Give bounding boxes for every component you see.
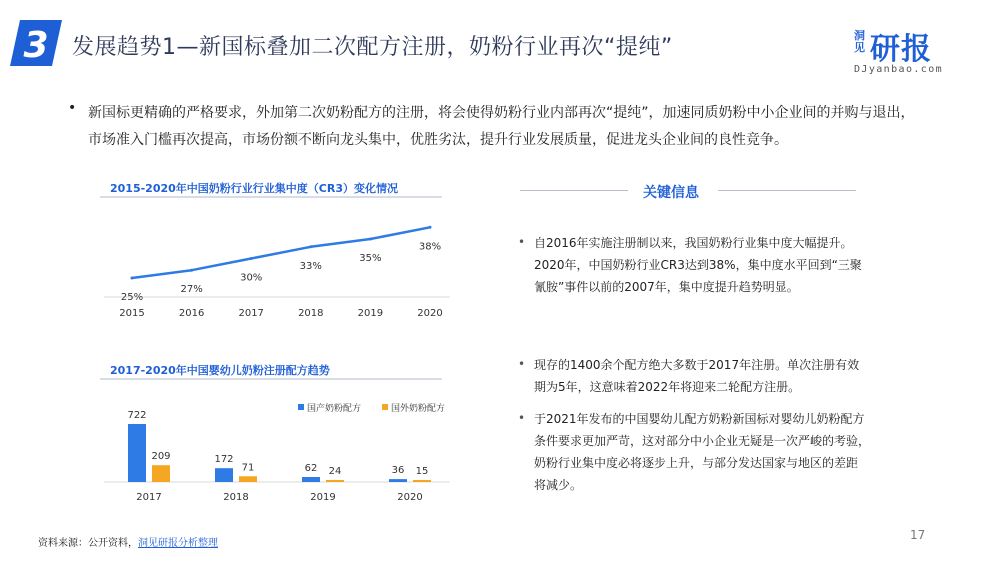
bar [215,468,233,482]
key-info-rule-left [520,190,628,191]
bar-value-label: 36 [391,465,405,477]
bar [239,476,257,482]
bar [326,480,344,482]
data-point [369,238,372,241]
data-label: 27% [180,284,203,296]
legend-swatch [382,404,388,410]
key-point-bullet: • [518,411,526,425]
x-tick-label: 2020 [397,492,423,503]
bar [128,424,146,482]
bar-chart [100,382,460,510]
section-number: 3 [23,25,49,66]
data-point [309,245,312,248]
key-point-1 [534,232,874,298]
key-point-3 [534,408,874,496]
data-label: 25% [120,292,144,303]
cr3-line [132,227,430,278]
data-point [190,269,193,272]
key-point-line: 条件要求更加严苛，这对部分中小企业无疑是一次严峻的考验， [534,434,871,448]
bar-chart-title: 2017-2020年中国婴幼儿奶粉注册配方趋势 [110,364,330,377]
bar [389,479,407,482]
bar-value-label: 15 [415,466,429,477]
x-tick-label: 2018 [298,308,324,319]
key-point-line: 奶粉行业集中度必将逐步上升，与部分发达国家与地区的差距 [534,456,859,470]
intro-paragraph: 新国标更精确的严格要求，外加第二次奶粉配方的注册，将会使得奶粉行业内部再次“提纯”，加速同质奶粉中小企业间的并购与退出，市场准入门槛再次提高，市场份额不断向龙头集中，优胜劣汰，提升行业发展质量，促进龙头企业间的良性竞争。 [88,105,915,148]
key-point-line: 现存的1400余个配方绝大多数于2017年注册。单次注册有效 [534,358,860,372]
key-point-line: 于2021年发布的中国婴幼儿配方奶粉新国标对婴幼儿奶粉配方 [534,412,865,426]
legend-swatch [298,404,304,410]
source-link[interactable]: 洞见研报分析整理 [138,538,218,549]
data-label: 33% [299,260,322,272]
x-tick-label: 2017 [136,492,162,503]
key-point-line: 期为5年，这意味着2022年将迎来二轮配方注册。 [534,380,801,394]
logo-url-text: DJyanbao.com [854,64,944,75]
line-chart-title: 2015-2020年中国奶粉行业行业集中度（CR3）变化情况 [110,182,398,195]
data-point [429,226,432,229]
key-point-line: 氰胺”事件以前的2007年，集中度提升趋势明显。 [534,280,799,294]
key-point-line: 2020年，中国奶粉行业CR3达到38%，集中度水平回到“三聚 [534,258,862,272]
bar-value-label: 24 [328,466,342,477]
x-tick-label: 2017 [238,308,264,319]
x-tick-label: 2018 [223,492,249,503]
key-point-line: 将减少。 [534,478,583,492]
bar [302,477,320,482]
section-number-badge [10,20,62,66]
key-point-bullet: • [518,235,526,249]
bar [413,480,431,482]
data-point [131,277,134,280]
key-point-2 [534,354,874,398]
bar-value-label: 172 [214,454,234,466]
x-tick-label: 2019 [357,308,384,319]
x-tick-label: 2020 [417,308,443,319]
page-title: 发展趋势1—新国标叠加二次配方注册，奶粉行业再次“提纯” [72,35,673,60]
source-note [38,534,218,549]
logo-big-text: 研报 [870,32,932,67]
x-tick-label: 2015 [119,308,145,319]
brand-logo [854,24,974,84]
bar-value-label: 722 [127,410,147,421]
key-info-rule-right [718,190,856,191]
bar-value-label: 62 [304,463,318,475]
line-chart [100,200,460,330]
source-label: 资料来源：公开资料， [38,538,138,549]
page-number: 17 [910,528,926,542]
key-point-line: 自2016年实施注册制以来，我国奶粉行业集中度大幅提升。 [534,236,853,250]
legend-label: 国外奶粉配方 [391,404,446,414]
data-label: 35% [359,253,382,264]
logo-small-text: 洞见 [854,29,865,54]
bar [152,465,170,482]
line-chart-title-rule [100,196,442,198]
bar-chart-title-rule [100,378,442,380]
x-tick-label: 2016 [178,308,205,319]
data-point [250,257,253,260]
data-label: 30% [240,272,263,284]
intro-bullet: • [68,100,77,116]
x-tick-label: 2019 [310,492,336,503]
key-point-bullet: • [518,357,526,371]
key-info-title: 关键信息 [643,185,699,201]
bar-value-label: 209 [151,451,171,463]
bar-value-label: 71 [241,462,255,474]
legend-label: 国产奶粉配方 [307,404,362,414]
data-label: 38% [418,241,442,253]
